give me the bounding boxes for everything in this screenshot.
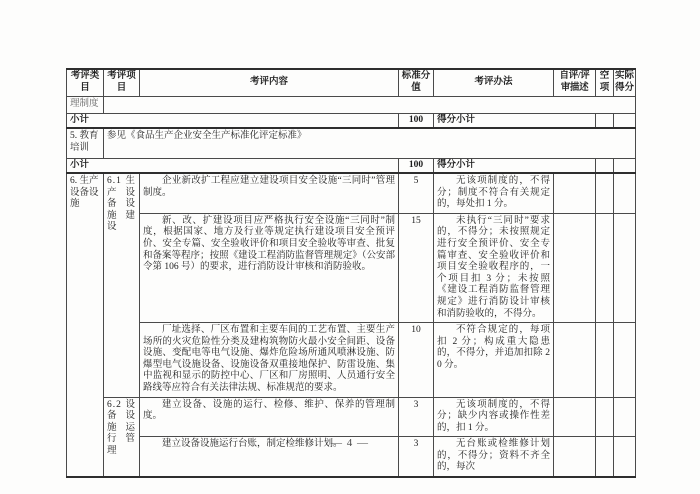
content-cell: 厂址选择、厂区布置和主要车间的工艺布置、主要生产场所的火灾危险性分类及建构筑物防火最小安全间距、设备设施、变配电等电气设施、爆炸危险场所通风喷淋设施、防爆型电气设施设备、设施设备双重接地保护、防雷设施、集中监视和显示的防控中心、厂区和厂房照明、人员通行安全路线等应符合有关法律法规、标准规范的要求。 — [140, 323, 399, 397]
subtotal-method: 得分小计 — [434, 158, 596, 173]
header-content: 考评内容 — [140, 69, 399, 96]
evaluation-table — [66, 68, 636, 478]
content-cell: 企业新改扩工程应建立建设项目安全设施“三同时”管理制度。 — [140, 173, 399, 213]
review-desc-cell — [554, 397, 596, 437]
method-cell: 无该项制度的，不得分；制度不符合有关规定的，每处扣 1 分。 — [434, 173, 554, 213]
carryover-category-cell: 理制度 — [67, 96, 104, 113]
empty-item-cell — [596, 397, 614, 437]
table-row — [67, 213, 636, 322]
method-cell: 无该项制度的，不得分；缺少内容或操作性差的，扣 1 分。 — [434, 397, 554, 437]
header-method: 考评办法 — [434, 69, 554, 96]
item-6-1-cell: 6.1 生产设备设施建设 — [104, 173, 140, 397]
section6-category-cell: 6. 生产设备设施 — [67, 173, 104, 477]
score-cell: 3 — [399, 397, 434, 437]
table-row — [67, 323, 636, 397]
subtotal-row-1 — [67, 113, 636, 128]
score-cell: 10 — [399, 323, 434, 397]
empty-item-cell — [596, 213, 614, 322]
actual-score-cell — [614, 158, 636, 173]
method-cell: 无台账或检维修计划的，不得分；资料不齐全的，每次 — [434, 437, 554, 477]
score-cell: 15 — [399, 213, 434, 322]
content-cell: 建立设备设施运行台账，制定检维修计划。 — [140, 437, 399, 477]
empty-item-cell — [596, 113, 614, 128]
header-empty-item: 空项 — [596, 69, 614, 96]
header-category: 考评类目 — [67, 69, 104, 96]
review-desc-cell — [554, 213, 596, 322]
empty-item-cell — [596, 173, 614, 213]
carryover-row — [67, 96, 636, 113]
actual-score-cell — [614, 173, 636, 213]
carryover-empty-cell — [104, 96, 636, 113]
table-row — [67, 397, 636, 437]
content-cell: 新、改、扩建设项目应严格执行安全设施“三同时”制度，根据国家、地方及行业等规定执行建设项目安全预评价、安全专篇、安全验收评价和项目安全验收等审查、批复和备案等程序；按照《建设工程消防监督管理规定》（公安部令第 106 号）的要求，进行消防设计审核和消防验收。 — [140, 213, 399, 322]
empty-item-cell — [596, 158, 614, 173]
subtotal-row-2 — [67, 158, 636, 173]
method-cell: 未执行“三同时”要求的，不得分；未按照规定进行安全预评价、安全专篇审查、安全验收评价和项目安全验收程序的，一个项目扣 3 分；未按照《建设工程消防监督管理规定》进行消防设计审核和消防验收的，不得分。 — [434, 213, 554, 322]
table-row — [67, 173, 636, 213]
content-cell: 建立设备、设施的运行、检修、维护、保养的管理制度。 — [140, 397, 399, 437]
section5-category-cell: 5. 教育培训 — [67, 128, 104, 158]
subtotal-label: 小计 — [67, 113, 399, 128]
header-row — [67, 69, 636, 96]
score-cell: 5 — [399, 173, 434, 213]
section5-row — [67, 128, 636, 158]
actual-score-cell — [614, 323, 636, 397]
review-desc-cell — [554, 173, 596, 213]
actual-score-cell — [614, 397, 636, 437]
header-actual-score: 实际得分 — [614, 69, 636, 96]
score-cell: 3 — [399, 437, 434, 477]
subtotal-method: 得分小计 — [434, 113, 596, 128]
subtotal-label: 小计 — [67, 158, 399, 173]
subtotal-score: 100 — [399, 158, 434, 173]
method-cell: 不符合规定的，每项扣 2 分；构成重大隐患的，不得分，并追加扣除 20 分。 — [434, 323, 554, 397]
review-desc-cell — [554, 323, 596, 397]
page-number: — 4 — — [331, 437, 369, 449]
item-6-2-cell: 6.2 设备设施运行管理 — [104, 397, 140, 477]
header-review-desc: 自评/评审描述 — [554, 69, 596, 96]
empty-item-cell — [596, 323, 614, 397]
actual-score-cell — [614, 113, 636, 128]
header-score: 标准分值 — [399, 69, 434, 96]
subtotal-score: 100 — [399, 113, 434, 128]
section5-content-cell: 参见《食品生产企业安全生产标准化评定标准》 — [104, 128, 636, 158]
actual-score-cell — [614, 213, 636, 322]
header-item: 考评项目 — [104, 69, 140, 96]
